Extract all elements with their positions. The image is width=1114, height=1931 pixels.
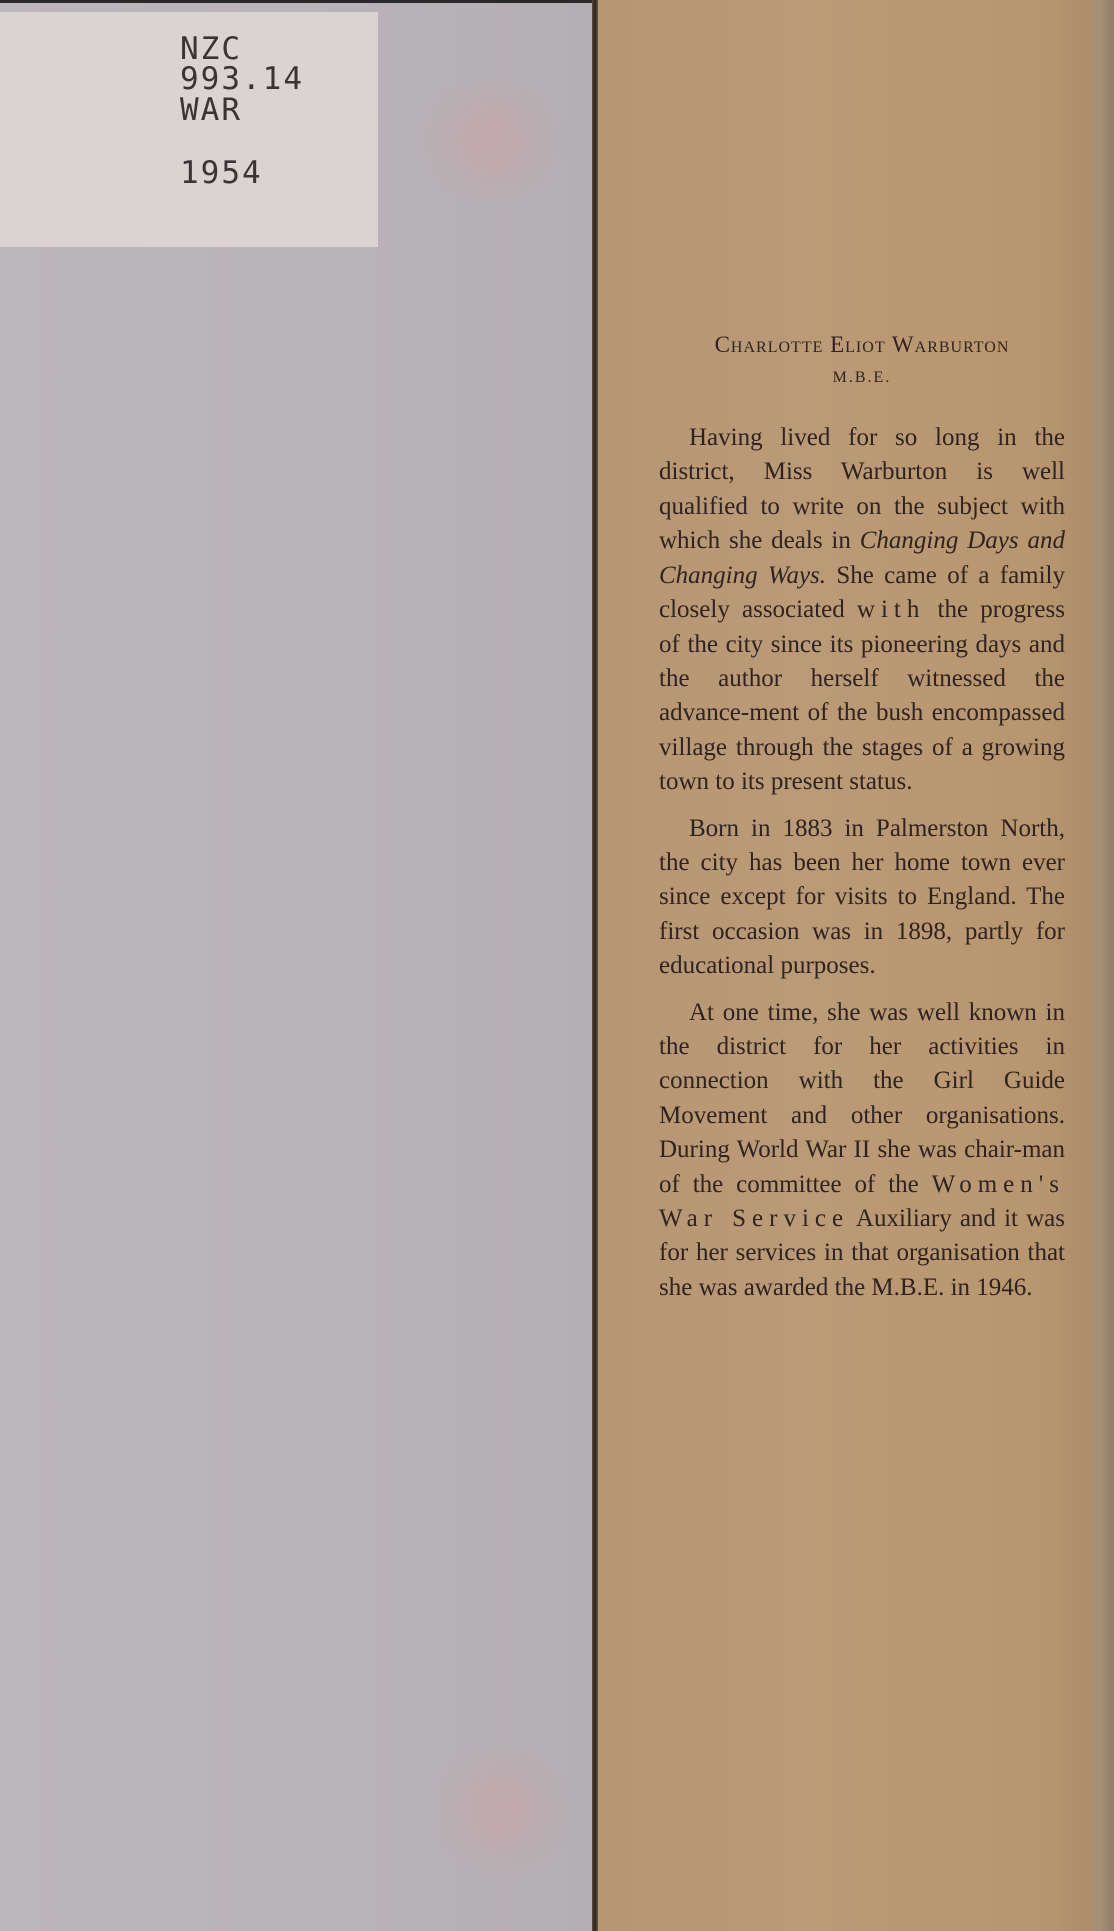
bio-paragraph — [659, 996, 1065, 1306]
stain-mark — [420, 1740, 580, 1880]
call-number-year: 1954 — [180, 155, 263, 191]
bio-text: Having lived for so long in the district, Miss Warburton is well qualified to write on the subject with which she deals in — [659, 424, 1065, 555]
author-honour: M.B.E. — [832, 368, 892, 386]
call-number-line: 993.14 — [180, 61, 304, 97]
bio-text: She came of a family closely associated — [659, 561, 1065, 624]
library-call-number-label — [0, 12, 378, 247]
bio-text: the progress of the city since its pioneering days and the author herself witnessed the advance-ment of the bush encompassed village through the stages of a growing town to its present status. — [659, 596, 1065, 796]
bio-text: Auxiliary and it was for her services in that organisation that she was awarded the M.B.E. in 1946. — [659, 1205, 1065, 1301]
bio-text: At one time, she was well known in the district for her activities in connection with the Girl Guide Movement and other organisations. During World War II she was chair-man of the committee of the — [659, 998, 1065, 1198]
stain-mark — [400, 80, 580, 200]
author-biography — [659, 330, 1065, 1317]
flap-edge-shadow — [1088, 0, 1114, 1931]
bio-text-spaced: with — [856, 596, 926, 624]
bio-text-spaced: Women's War Service — [659, 1170, 1065, 1233]
bio-paragraph — [659, 421, 1065, 799]
dust-jacket-flap — [598, 0, 1114, 1931]
top-edge-line — [0, 0, 592, 3]
call-number-line: NZC — [180, 31, 242, 67]
author-name: Charlotte Eliot Warburton — [714, 332, 1010, 357]
book-title: Changing Days and Changing Ways. — [659, 527, 1066, 589]
bio-paragraph: Born in 1883 in Palmerston North, the city has been her home town ever since except for visits to England. The first occasion was in 1898, partly for educational purposes. — [659, 814, 1065, 980]
call-number-line: WAR — [180, 92, 242, 128]
